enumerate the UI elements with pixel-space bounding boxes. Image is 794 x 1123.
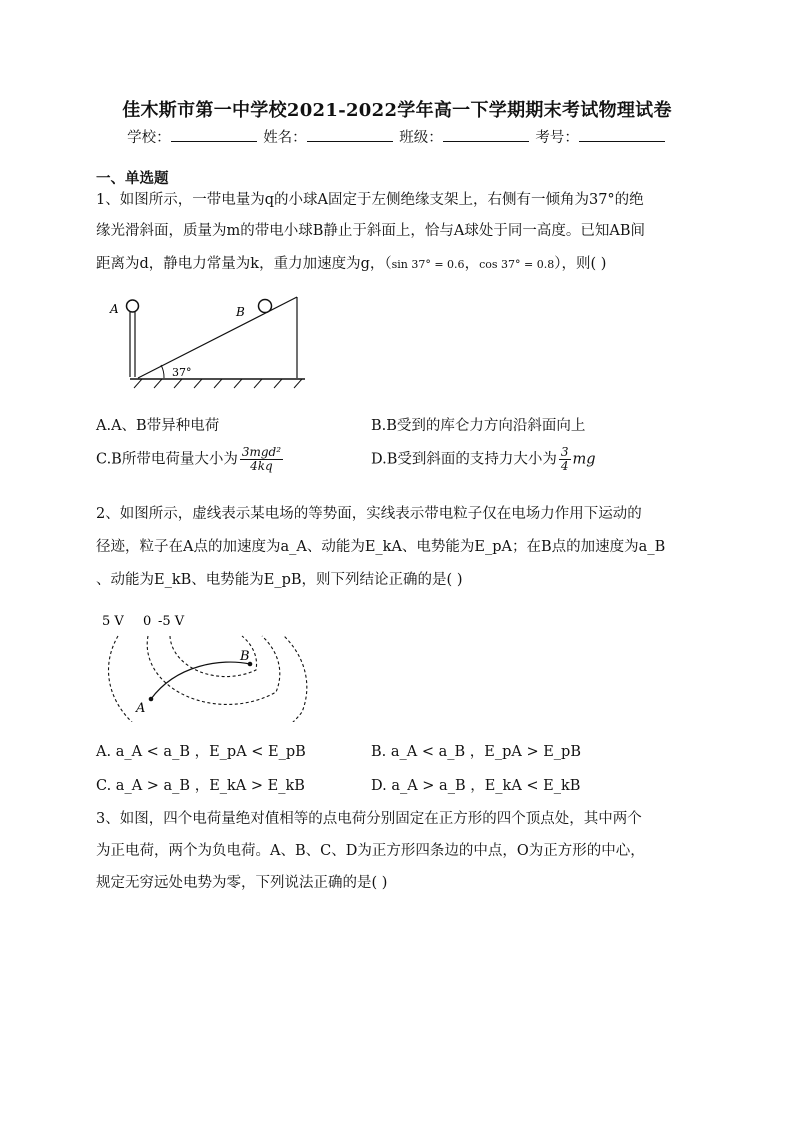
section-heading: 一、单选题: [96, 170, 169, 187]
potential-label-5v: 5 V: [102, 614, 124, 629]
q1-sep: ，: [464, 256, 480, 272]
q1-option-d-tail: mg: [572, 451, 596, 468]
angle-arc: [161, 365, 164, 378]
school-label: 学校：: [127, 130, 171, 146]
q1-option-d[interactable]: [371, 446, 596, 473]
q2-option-a[interactable]: A. a_A < a_B ，E_pA < E_pB: [96, 744, 306, 760]
q1-cos: cos 37° = 0.8: [479, 258, 555, 271]
q2-line-2: 径迹，粒子在A点的加速度为a_A、动能为E_kA、电势能为E_pA；在B点的加速度为a_B: [96, 539, 666, 555]
exam-number-blank[interactable]: [579, 127, 665, 142]
q2-option-c[interactable]: C. a_A > a_B ，E_kA > E_kB: [96, 778, 305, 794]
potential-label-0v: 0: [143, 614, 152, 629]
q3-line-2: 为正电荷，两个为负电荷。A、B、C、D为正方形四条边的中点，O为正方形的中心，: [96, 843, 645, 859]
q1-sin: sin 37° = 0.6: [391, 258, 465, 271]
ground-hatch: [134, 379, 302, 388]
ball-b-label: B: [236, 305, 245, 319]
point-b-label: B: [240, 649, 250, 664]
q1-option-d-fraction: [559, 446, 571, 473]
q1-line-1: 1、如图所示，一带电量为q的小球A固定于左侧绝缘支架上，右侧有一倾角为37°的绝: [96, 192, 644, 208]
q1-line-3: [96, 252, 606, 273]
class-label: 班级：: [399, 130, 443, 146]
q1-line-3b: ），则( ): [554, 256, 607, 272]
q2-line-3: 、动能为E_kB、电势能为E_pB，则下列结论正确的是( ): [96, 572, 463, 588]
potential-label-neg5v: -5 V: [158, 614, 185, 629]
name-blank[interactable]: [307, 127, 393, 142]
q1-figure: [100, 292, 320, 392]
q2-option-b[interactable]: B. a_A < a_B ，E_pA > E_pB: [371, 744, 581, 760]
particle-trajectory: [151, 662, 250, 699]
name-label: 姓名：: [263, 130, 307, 146]
q1-option-c[interactable]: [96, 446, 285, 473]
equipotential-middle: [147, 636, 280, 704]
q1-line-2: 缘光滑斜面，质量为m的带电小球B静止于斜面上，恰与A球处于同一高度。已知AB间: [96, 223, 646, 239]
q2-line-1: 2、如图所示，虚线表示某电场的等势面，实线表示带电粒子仅在电场力作用下运动的: [96, 506, 642, 522]
ball-b: [259, 300, 272, 313]
q1-option-c-fraction: [240, 446, 283, 473]
q1-line-3a: 距离为d，静电力常量为k，重力加速度为g，（: [96, 256, 392, 272]
angle-label: 37°: [172, 366, 192, 379]
q2-figure: [96, 610, 326, 722]
fraction-denominator: 4: [560, 459, 569, 473]
exam-number-label: 考号：: [535, 130, 579, 146]
q1-option-a[interactable]: A.A、B带异种电荷: [96, 418, 220, 434]
school-blank[interactable]: [171, 127, 257, 142]
q3-line-1: 3、如图，四个电荷量绝对值相等的点电荷分别固定在正方形的四个顶点处，其中两个: [96, 811, 642, 827]
fraction-numerator: 3mgd²: [241, 445, 282, 459]
point-a: [149, 697, 154, 702]
student-info-row: [0, 126, 794, 147]
q1-option-c-text: C.B所带电荷量大小为: [96, 451, 238, 468]
exam-title: 佳木斯市第一中学校2021-2022学年高一下学期期末考试物理试卷: [122, 100, 672, 121]
point-a-label: A: [136, 701, 146, 716]
q3-line-3: 规定无穷远处电势为零，下列说法正确的是( ): [96, 875, 388, 891]
fraction-numerator: 3: [560, 445, 569, 459]
ball-a: [127, 300, 139, 312]
q1-option-d-text: D.B受到斜面的支持力大小为: [371, 451, 557, 468]
ball-a-label: A: [110, 302, 119, 316]
q2-option-d[interactable]: D. a_A > a_B ，E_kA < E_kB: [371, 778, 581, 794]
fraction-denominator: 4kq: [250, 459, 273, 473]
class-blank[interactable]: [443, 127, 529, 142]
q1-option-b[interactable]: B.B受到的库仑力方向沿斜面向上: [371, 418, 586, 434]
